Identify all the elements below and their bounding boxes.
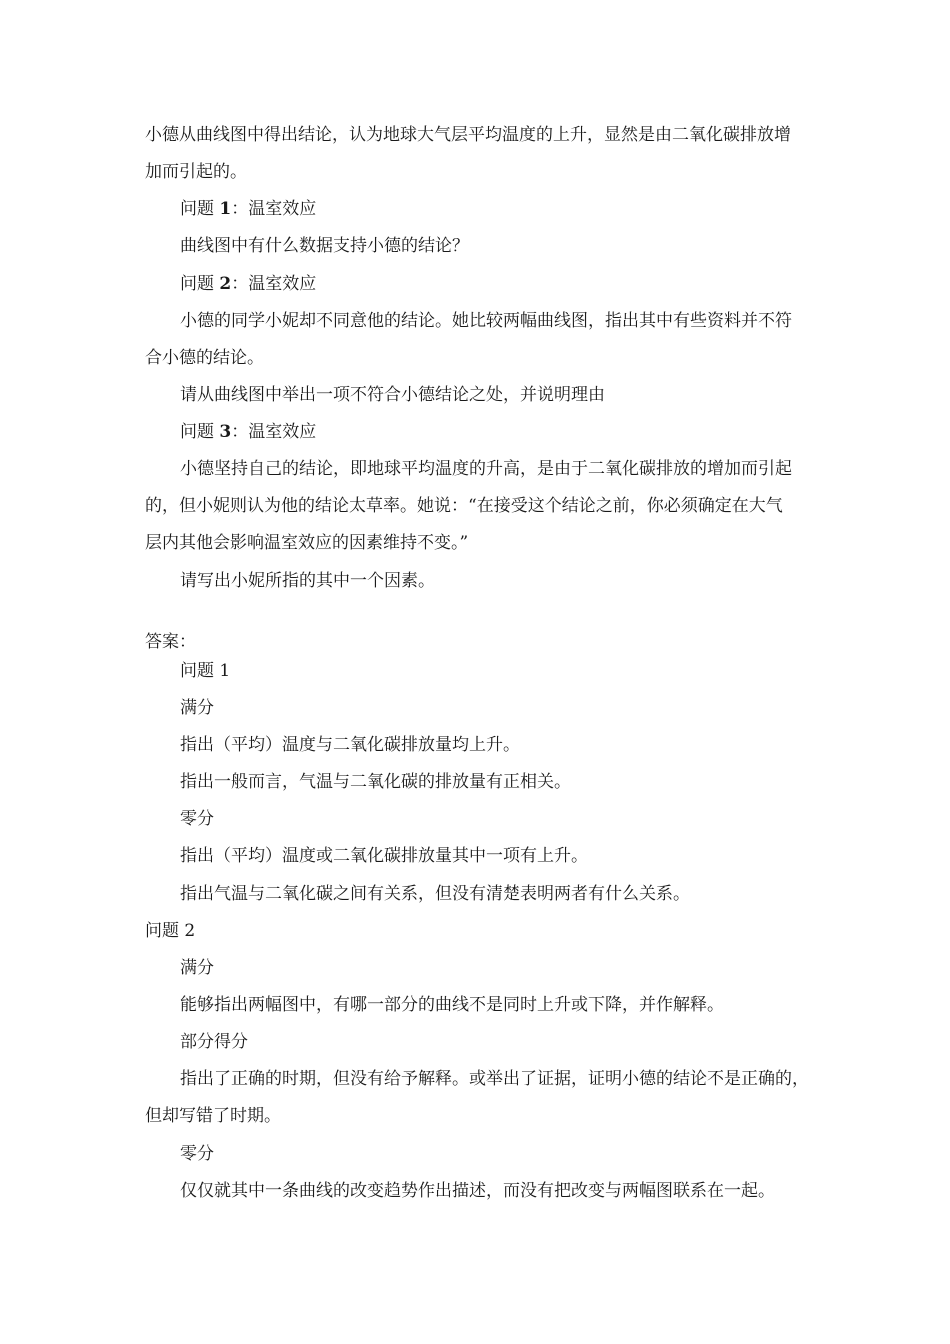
intro-line-1: 小德从曲线图中得出结论，认为地球大气层平均温度的上升，显然是由二氧化碳排放增 (145, 125, 791, 145)
question-2-text-line-1: 小德的同学小妮却不同意他的结论。她比较两幅曲线图，指出其中有些资料并不符 (180, 311, 792, 331)
question-2-prompt: 请从曲线图中举出一项不符合小德结论之处，并说明理由 (180, 385, 605, 405)
answers-label: 答案： (145, 632, 196, 652)
question-2-title: ：温室效应 (231, 274, 317, 294)
answer-1-full-criterion-2: 指出一般而言，气温与二氧化碳的排放量有正相关。 (180, 772, 571, 792)
question-1-prefix: 问题 (180, 199, 220, 219)
question-3-number: 3 (219, 422, 232, 442)
answer-1-heading: 问题 1 (180, 661, 231, 681)
question-1-prompt: 曲线图中有什么数据支持小德的结论？ (180, 236, 469, 256)
question-3-text-line-3: 层内其他会影响温室效应的因素维持不变。” (145, 533, 469, 553)
answer-2-zero-criterion: 仅仅就其中一条曲线的改变趋势作出描述，而没有把改变与两幅图联系在一起。 (180, 1181, 775, 1201)
answer-2-partial-line-1: 指出了正确的时期，但没有给予解释。或举出了证据，证明小德的结论不是正确的， (180, 1069, 809, 1089)
answer-2-partial-label: 部分得分 (180, 1032, 248, 1052)
question-3-text-line-2: 的，但小妮则认为他的结论太草率。她说：“在接受这个结论之前，你必须确定在大气 (145, 496, 783, 516)
question-2-number: 2 (219, 274, 232, 294)
question-2-text-line-2: 合小德的结论。 (145, 348, 264, 368)
answer-2-zero-label: 零分 (180, 1144, 214, 1164)
question-3-prefix: 问题 (180, 422, 220, 442)
intro-line-2: 加而引起的。 (145, 162, 247, 182)
answer-2-full-label: 满分 (180, 958, 214, 978)
question-1-heading (180, 198, 316, 220)
question-1-title: ：温室效应 (231, 199, 317, 219)
question-2-heading (180, 273, 316, 295)
answer-1-zero-criterion-1: 指出（平均）温度或二氧化碳排放量其中一项有上升。 (180, 846, 588, 866)
question-3-title: ：温室效应 (231, 422, 317, 442)
question-3-heading (180, 421, 316, 443)
answer-1-full-criterion-1: 指出（平均）温度与二氧化碳排放量均上升。 (180, 735, 520, 755)
answer-1-zero-label: 零分 (180, 809, 214, 829)
answer-2-partial-line-2: 但却写错了时期。 (145, 1106, 281, 1126)
question-1-number: 1 (219, 199, 232, 219)
answer-1-zero-criterion-2: 指出气温与二氧化碳之间有关系，但没有清楚表明两者有什么关系。 (180, 884, 690, 904)
answer-2-heading: 问题 2 (145, 921, 196, 941)
question-3-text-line-1: 小德坚持自己的结论，即地球平均温度的升高，是由于二氧化碳排放的增加而引起 (180, 459, 792, 479)
answer-2-full-criterion: 能够指出两幅图中，有哪一部分的曲线不是同时上升或下降，并作解释。 (180, 995, 724, 1015)
answer-1-full-label: 满分 (180, 698, 214, 718)
question-2-prefix: 问题 (180, 274, 220, 294)
question-3-prompt: 请写出小妮所指的其中一个因素。 (180, 571, 435, 591)
